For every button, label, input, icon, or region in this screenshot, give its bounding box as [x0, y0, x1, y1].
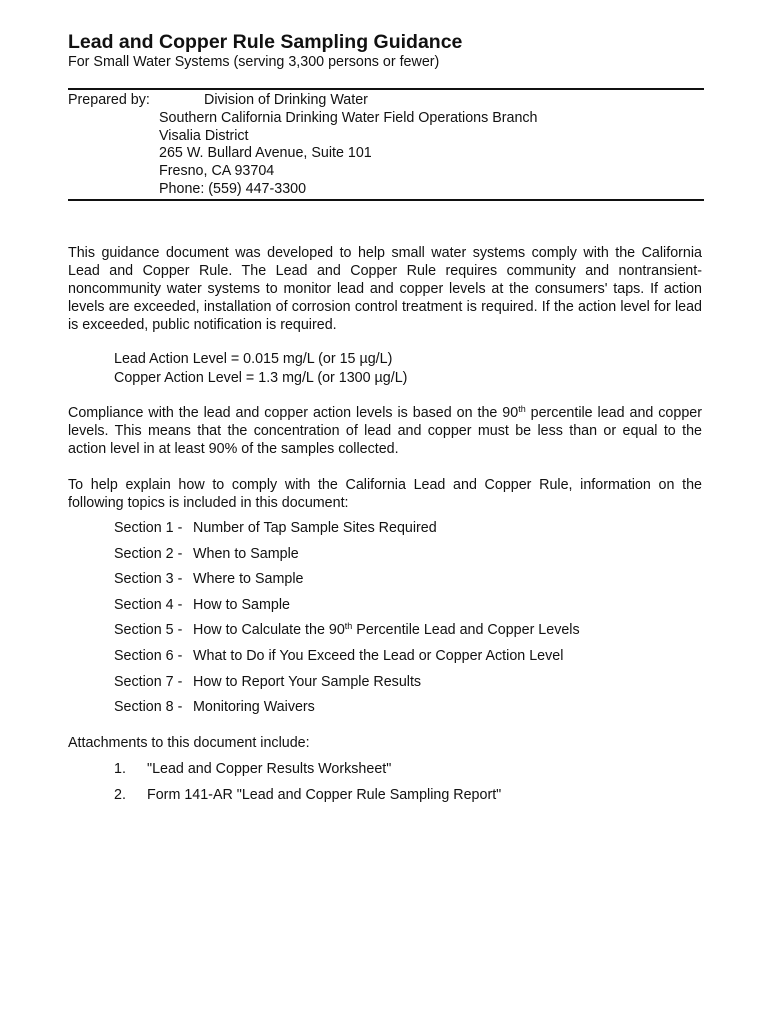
section-number: Section 2 - [114, 545, 183, 562]
attachment-number: 2. [114, 787, 126, 803]
topics-intro-paragraph: To help explain how to comply with the California Lead and Copper Rule, information on the following topics is included in this document: [68, 477, 702, 511]
section-superscript: th [344, 621, 353, 632]
section-number: Section 4 - [114, 596, 183, 613]
attachment-item [114, 760, 501, 786]
document-subtitle: For Small Water Systems (serving 3,300 persons or fewer) [68, 54, 440, 70]
section-item [114, 570, 580, 596]
section-title: Number of Tap Sample Sites Required [193, 520, 437, 536]
section-title: What to Do if You Exceed the Lead or Copper Action Level [193, 647, 564, 664]
section-number: Section 5 - [114, 622, 183, 639]
attachment-number: 1. [114, 761, 126, 777]
attachment-title: Form 141-AR "Lead and Copper Rule Sampling Report" [147, 787, 502, 803]
compliance-text-end: percentile lead and copper levels. This means that the concentration of lead and copper must be less than or equal to the action level in at least 90% of the samples collected. [68, 405, 703, 457]
section-number: Section 6 - [114, 647, 183, 664]
section-number: Section 8 - [114, 699, 183, 716]
copper-action-level: Copper Action Level = 1.3 mg/L (or 1300 µg/L) [114, 370, 408, 386]
section-title: How to Calculate the 90 [193, 622, 345, 639]
section-item [114, 698, 580, 724]
section-title-end: Percentile Lead and Copper Levels [352, 622, 580, 639]
compliance-superscript: th [518, 404, 526, 414]
section-item [114, 673, 580, 699]
section-title: Where to Sample [193, 571, 304, 588]
prepared-by-phone: Phone: (559) 447-3300 [159, 180, 307, 197]
prepared-by-street: 265 W. Bullard Avenue, Suite 101 [159, 145, 372, 162]
prepared-by-label: Prepared by: [68, 92, 150, 108]
section-number: Section 1 - [114, 520, 183, 536]
action-levels [114, 350, 407, 388]
section-item [114, 621, 580, 647]
attachment-title: "Lead and Copper Results Worksheet" [147, 761, 392, 777]
section-title: How to Report Your Sample Results [193, 673, 422, 690]
section-item [114, 519, 580, 545]
attachments-heading: Attachments to this document include: [68, 735, 310, 751]
section-number: Section 3 - [114, 571, 183, 588]
section-title: When to Sample [193, 545, 299, 562]
section-item [114, 647, 580, 673]
attachment-list [114, 760, 501, 812]
compliance-text-start: Compliance with the lead and copper action levels is based on the 90 [68, 405, 519, 421]
section-number: Section 7 - [114, 673, 183, 690]
compliance-paragraph [68, 404, 702, 458]
section-title: Monitoring Waivers [193, 699, 315, 716]
prepared-by-city: Fresno, CA 93704 [159, 163, 275, 180]
bottom-divider [68, 199, 704, 201]
prepared-by-district: Visalia District [159, 127, 249, 144]
section-item [114, 545, 580, 571]
document-title: Lead and Copper Rule Sampling Guidance [68, 31, 463, 53]
prepared-by-branch: Southern California Drinking Water Field Operations Branch [159, 109, 538, 126]
intro-paragraph: This guidance document was developed to help small water systems comply with the California Lead and Copper Rule. The Lead and Copper Rule requires community and nontransient-noncommunity water systems to monitor lead and copper levels at the consumers' taps. If action levels are exceeded, installation of corrosion control treatment is required. If the action level for lead is exceeded, public notification is required. [68, 245, 702, 333]
section-title: How to Sample [193, 596, 290, 613]
lead-action-level: Lead Action Level = 0.015 mg/L (or 15 µg/L) [114, 351, 393, 367]
section-list [114, 519, 580, 724]
attachment-item [114, 786, 501, 812]
prepared-by-division: Division of Drinking Water [204, 92, 368, 108]
top-divider [68, 88, 704, 90]
section-item [114, 596, 580, 622]
